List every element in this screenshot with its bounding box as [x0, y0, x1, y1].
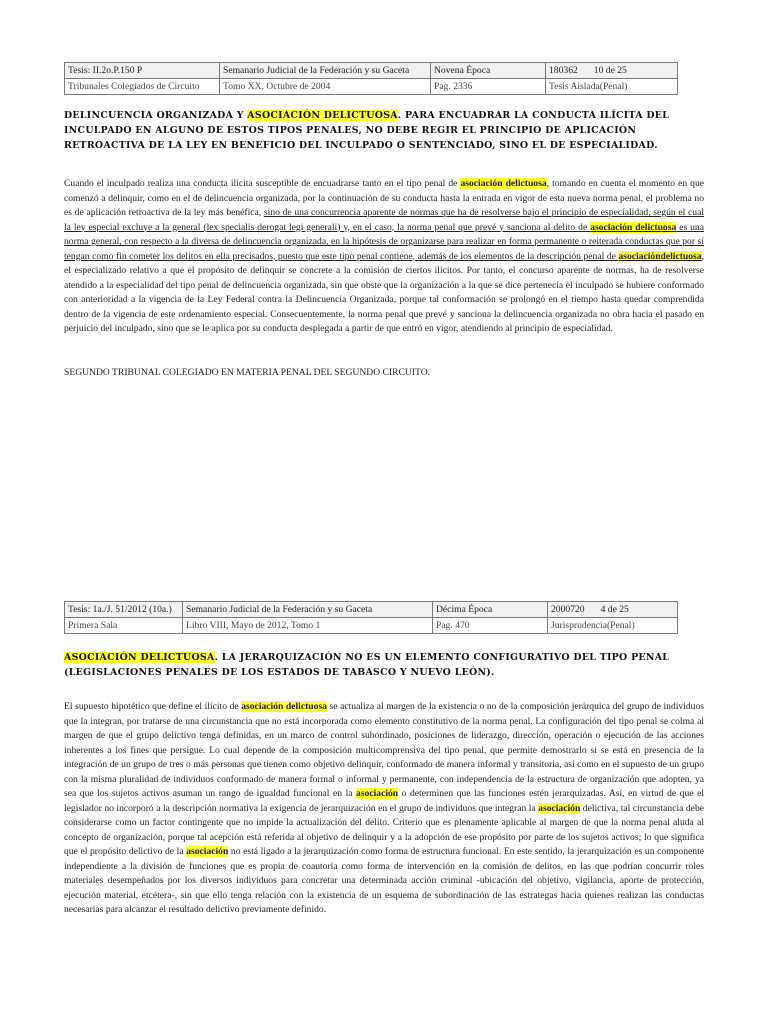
entry2-tesis: Tesis: 1a./J. 51/2012 (10a.) — [65, 602, 183, 618]
entry2-highlight: asociación — [538, 802, 581, 814]
entry1-text: , tomando en cuenta el momento en que comenzó a delinquir, como en el de delincuencia organizada, por la continuación de su conducta hasta la entrada en vigor de esta nueva norma penal, el problema no es de aplicación retroactiva de la ley más benéfica, — [64, 178, 705, 218]
entry2-highlight: asociación delictuosa — [241, 701, 327, 712]
entry1-registro-cell — [546, 63, 678, 79]
entry1-highlight: asociacióndelictuosa — [618, 250, 702, 262]
entry1-title-part-a: DELINCUENCIA ORGANIZADA Y — [64, 110, 248, 121]
entry2-tomo: Libro VIII, Mayo de 2012, Tomo 1 — [183, 618, 433, 634]
entry1-tesis: Tesis: II.2o.P.150 P — [65, 63, 220, 79]
entry1-tribunal: SEGUNDO TRIBUNAL COLEGIADO EN MATERIA PENAL DEL SEGUNDO CIRCUITO. — [64, 367, 431, 378]
entry1-court: Tribunales Colegiados de Circuito — [65, 79, 220, 95]
entry1-source: Semanario Judicial de la Federación y su Gaceta — [220, 63, 431, 79]
entry2-highlight: asociación — [356, 788, 399, 799]
entry1-meta-table — [64, 62, 678, 95]
entry2-text: El supuesto hipotético que define el ilícito de — [64, 701, 242, 712]
entry1-title-highlight: ASOCIACIÓN DELICTUOSA — [247, 110, 398, 121]
entry1-title-part-b: . PARA ENCUADRAR LA CONDUCTA ILÍCITA DEL INCULPADO EN ALGUNO DE ESTOS TIPOS PENALES, NO DEBE REGIR EL PRINCIPIO DE APLICACIÓN RETROACTIVA DE LA LEY EN BENEFICIO DEL INCULPADO O SENTENCIADO, SINO EL DE ESPECIALIDAD. — [64, 110, 670, 151]
entry2-registro: 2000720 — [551, 604, 585, 615]
entry2-text: delictiva, tal circunstancia debe considerarse como un factor contingente que no impide la actualización del delito. Criterio que es plenamente aplicable al margen de que la norma penal aluda al concepto de organización, porque tal acepción está referida al objetivo de delinquir y a la adopción de ese propósito por parte de los sujetos activos; lo que significa que el propósito delictivo de la — [64, 802, 704, 857]
entry2-pag: Pag. 470 — [433, 618, 548, 634]
entry1-underlined-text: es una norma general, con respecto a la diversa de delincuencia organizada, en la hipótesis de organizarse para realizar en forma permanente o reiterada conductas que por sí tengan como fin cometer los delitos en ella precisados, puesto que este tipo penal contiene, además de los elementos de la descripción penal de — [64, 221, 704, 262]
entry1-text: el especializado relativo a que el propósito de delinquir se concrete a la comisión de ciertos ilícitos. Por tanto, el concurso aparente de normas, ha de resolverse atendido a la especialidad del tipo penal de delincuencia organizada, sin que obste que la organización a la que se dice pertenecía el inculpado se hubiere conformado con anterioridad a la vigencia de la Ley Federal contra la Delincuencia Organizada, porque tal conformación se prolongó en el tiempo hasta quedar comprendida dentro de la vigencia de este ordenamiento especial. Consecuentemente, la norma penal que prevé y sanciona la delincuencia organizada no obra hacia el pasado en perjuicio del inculpado, sino que se le aplica por su conducta desplegada a partir de que entró en vigor, atendiendo al principio de especialidad. — [64, 265, 704, 334]
entry2-title-part-b: . LA JERARQUIZACIÓN NO ES UN ELEMENTO CONFIGURATIVO DEL TIPO PENAL (LEGISLACIONES PENALES DE LOS ESTADOS DE TABASCO Y NUEVO LEÓN). — [64, 652, 670, 678]
entry2-court: Primera Sala — [65, 618, 183, 634]
entry2-meta-table — [64, 601, 678, 634]
entry1-tipo: Tesis Aislada(Penal) — [546, 79, 678, 95]
entry2-text: o determinen que las funciones estén jerarquizadas. Así, en virtud de que el legislador no incorporó a la descripción normativa la exigencia de jerarquización en el grupo de individuos que integran la — [64, 788, 705, 814]
entry1-text: Cuando el inculpado realiza una conducta ilícita susceptible de encuadrarse tanto en el tipo penal de — [64, 178, 461, 189]
entry1-underlined-text: , — [701, 250, 704, 262]
entry1-position: 10 de 25 — [593, 65, 627, 76]
entry1-highlight: asociación delictuosa — [590, 221, 677, 233]
entry2-text: se actualiza al margen de la existencia o no de la composición jerárquica del grupo de individuos que la integran, por tratarse de una circunstancia que no está incorporada como elemento constitutivo de la norma penal. La configuración del tipo penal se colma al margen de que el grupo delictivo tenga definidas, en un marco de control subordinado, posiciones de liderazgo, dirección, operación o ejecución de las acciones inherentes a los fines que persigue. Lo cual depende de la composición multicomprensiva del tipo penal, que permite demostrarlo si se está en presencia de la integración de un grupo de tres o más personas que tienen como objetivo delinquir, conformado de manera informal y transitoria, así como en el supuesto de un grupo con la misma pluralidad de individuos conformado de manera formal o informal y permanente, con independencia de la estructura de organización que adopten, ya sea que los sujetos activos asuman un rango de igualdad funcional en la — [64, 701, 704, 799]
entry2-source: Semanario Judicial de la Federación y su Gaceta — [183, 602, 433, 618]
entry2-tipo: Jurisprudencia(Penal) — [548, 618, 678, 634]
entry1-underlined-text: sino de una concurrencia aparente de normas que ha de resolverse bajo el principio de especialidad, según el cual la ley especial excluye a la general (lex specialis derogat legi generali) y, en el caso, la norma penal que prevé y sanciona al delito de — [64, 207, 705, 233]
entry1-registro: 180362 — [549, 65, 578, 76]
entry2-epoca: Décima Época — [433, 602, 548, 618]
entry1-title — [64, 108, 704, 153]
entry2-body — [64, 700, 704, 918]
entry2-title-highlight: ASOCIACIÓN DELICTUOSA — [64, 652, 215, 663]
entry2-position: 4 de 25 — [600, 604, 629, 615]
entry2-title — [64, 650, 704, 680]
entry2-text: no está ligado a la jerarquización como forma de estructura funcional. En este sentido, la jerarquización es un componente independiente a la división de funciones que es propia de coautoría como forma de intervención en la comisión de delitos, en las que podrían concurrir roles materiales desempeñados por los diversos individuos para concretar una determinada acción criminal -ubicación del objetivo, vigilancia, aporte de protección, ejecución material, etcétera-, sin que ello tenga relación con la existencia de un esquema de subordinación de las estrategas hacia quienes realizan las conductas necesarias para alcanzar el resultado delictivo previamente definido. — [64, 846, 704, 915]
entry1-epoca: Novena Época — [431, 63, 546, 79]
entry1-body — [64, 177, 704, 337]
entry2-highlight: asociación — [186, 846, 229, 857]
entry1-tomo: Tomo XX, Octubre de 2004 — [220, 79, 431, 95]
entry1-highlight: asociación delictuosa — [460, 178, 547, 189]
entry2-registro-cell — [548, 602, 678, 618]
entry1-pag: Pag. 2336 — [431, 79, 546, 95]
